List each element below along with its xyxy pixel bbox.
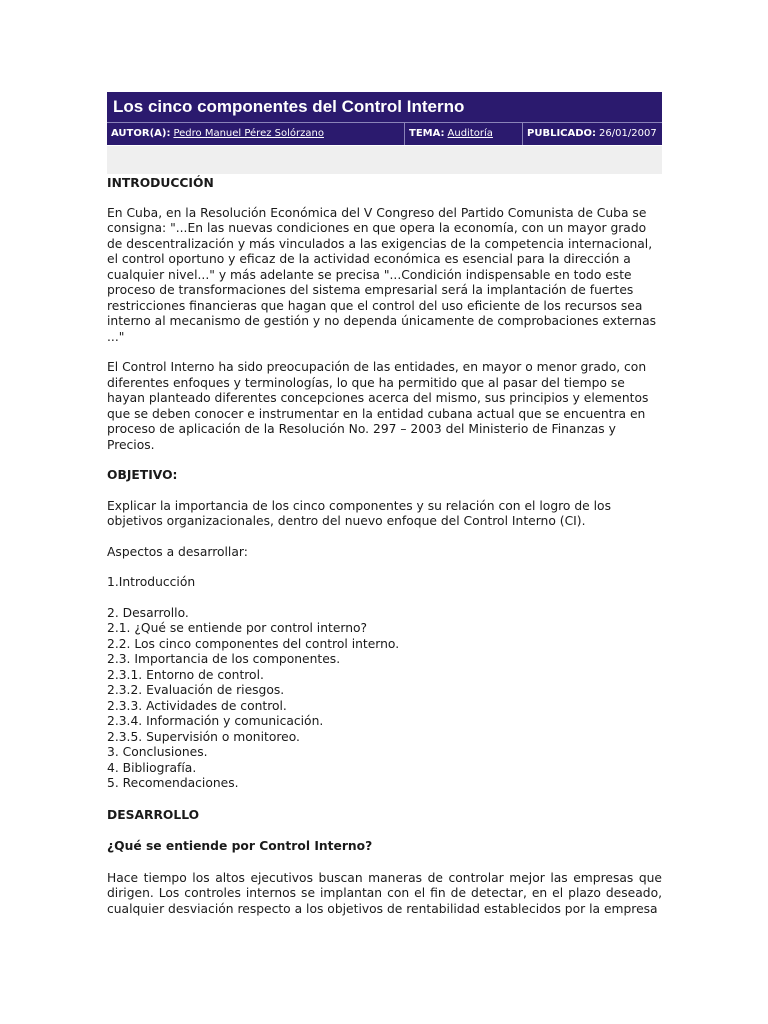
objective-paragraph: Explicar la importancia de los cinco componentes y su relación con el logro de los objetivos organizacionales, dentro del nuevo enfoque del Control Interno (CI). bbox=[107, 498, 611, 528]
topic-link[interactable]: Auditoría bbox=[447, 128, 493, 139]
outline-item: 2.3.2. Evaluación de riesgos. bbox=[107, 683, 285, 697]
development-paragraph: Hace tiempo los altos ejecutivos buscan maneras de controlar mejor las empresas que dirigen. Los controles internos se implantan con el fin de detectar, en el plazo deseado, cualquier desviación respecto a los objetivos de rentabilidad establecidos por la empresa bbox=[107, 870, 662, 916]
outline-item: 2.1. ¿Qué se entiende por control interno? bbox=[107, 621, 368, 635]
outline-list bbox=[107, 606, 662, 792]
outline-item: 2.3.4. Información y comunicación. bbox=[107, 714, 324, 728]
topic-cell bbox=[405, 123, 523, 145]
intro-paragraph-2: El Control Interno ha sido preocupación de las entidades, en mayor o menor grado, con diferentes enfoques y terminologías, lo que ha permitido que al pasar del tiempo se hayan planteado diferentes concepciones acerca del mismo, sus principios y elementos que se deben conocer e instrumentar en la entidad cubana actual que se encuentra en proceso de aplicación de la Resolución No. 297 – 2003 del Ministerio de Finanzas y Precios. bbox=[107, 360, 649, 452]
outline-item: 3. Conclusiones. bbox=[107, 745, 208, 759]
header-spacer-band bbox=[107, 146, 662, 174]
intro-heading: INTRODUCCIÓN bbox=[107, 176, 214, 190]
article-header bbox=[107, 92, 662, 145]
question-heading: ¿Qué se entiende por Control Interno? bbox=[107, 839, 373, 853]
article-meta-bar bbox=[107, 122, 662, 145]
article-title: Los cinco componentes del Control Interno bbox=[113, 97, 465, 116]
author-label: AUTOR(A): bbox=[111, 128, 171, 139]
aspects-label: Aspectos a desarrollar: bbox=[107, 544, 248, 559]
outline-item: 5. Recomendaciones. bbox=[107, 776, 239, 790]
outline-item: 2.3.3. Actividades de control. bbox=[107, 698, 287, 713]
objective-heading: OBJETIVO: bbox=[107, 468, 178, 482]
published-label: PUBLICADO: bbox=[527, 128, 597, 139]
intro-paragraph-1: En Cuba, en la Resolución Económica del V Congreso del Partido Comunista de Cuba se consigna: "...En las nuevas condiciones en que opera la economía, con un mayor grado de descentralización y más vinculados a las exigencias de la competencia internacional, el control oportuno y eficaz de la actividad económica es esencial para la dirección a cualquier nivel..." y más adelante se precisa "...Condición indispensable en todo este proceso de transformaciones del sistema empresarial será la implantación de fuertes restricciones financieras que hagan que el control del uso eficiente de los recursos sea interno al mecanismo de gestión y no dependa únicamente de comprobaciones externas ..." bbox=[107, 205, 657, 344]
outline-item: 2. Desarrollo. bbox=[107, 605, 189, 620]
published-cell bbox=[523, 123, 662, 145]
author-cell bbox=[107, 123, 405, 145]
development-heading: DESARROLLO bbox=[107, 807, 200, 822]
article-body bbox=[107, 174, 662, 917]
outline-item: 2.3.5. Supervisión o monitoreo. bbox=[107, 729, 300, 744]
published-date: 26/01/2007 bbox=[599, 128, 657, 139]
topic-label: TEMA: bbox=[409, 128, 445, 139]
outline-item: 4. Bibliografía. bbox=[107, 760, 197, 775]
outline-item: 2.3.1. Entorno de control. bbox=[107, 667, 264, 682]
outline-item-intro: 1.Introducción bbox=[107, 575, 196, 589]
outline-item: 2.2. Los cinco componentes del control interno. bbox=[107, 636, 400, 651]
outline-item: 2.3. Importancia de los componentes. bbox=[107, 652, 341, 666]
author-link[interactable]: Pedro Manuel Pérez Solórzano bbox=[173, 128, 324, 139]
